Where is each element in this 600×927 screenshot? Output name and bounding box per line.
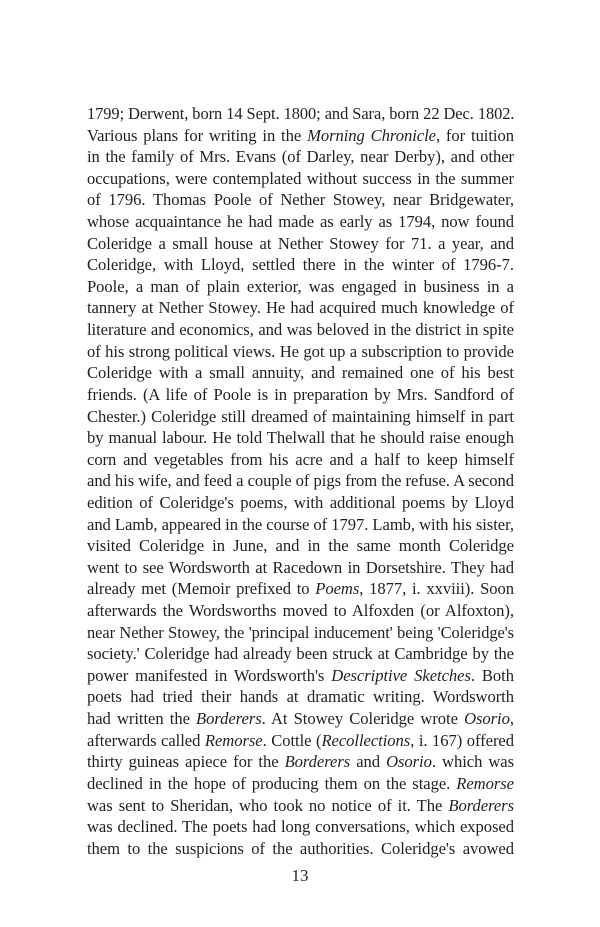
text-run: . Both xyxy=(470,665,514,685)
text-line xyxy=(87,492,514,514)
text-line xyxy=(87,557,514,579)
italic-title-text: Borderers xyxy=(448,795,514,815)
text-line xyxy=(87,341,514,363)
italic-title-text: Osorio xyxy=(386,752,432,772)
text-run: and xyxy=(350,752,387,772)
text-run: occupations, were contemplated without success in the summer xyxy=(87,168,514,188)
italic-title-text: Morning Chronicle xyxy=(307,125,436,145)
text-run: corn and vegetables from his acre and a half to keep himself xyxy=(87,449,514,469)
italic-title-text: Recollections xyxy=(321,730,411,750)
text-run: in the family of Mrs. Evans (of Darley, near Derby), and other xyxy=(87,147,514,167)
text-run: went to see Wordsworth at Racedown in Dorsetshire. They had xyxy=(87,557,514,577)
text-line xyxy=(87,276,514,298)
text-run: afterwards the Wordsworths moved to Alfoxden (or Alfoxton), xyxy=(87,601,514,621)
text-run: them to the suspicions of the authorities. Coleridge's avowed xyxy=(87,838,514,858)
text-line xyxy=(87,146,514,168)
text-run: , xyxy=(509,709,514,729)
text-run: . which was xyxy=(431,752,515,772)
text-line xyxy=(87,449,514,471)
text-run: society.' Coleridge had already been struck at Cambridge by the xyxy=(87,644,514,664)
text-run: friends. (A life of Poole is in preparation by Mrs. Sandford of xyxy=(87,384,514,404)
text-line xyxy=(87,773,514,795)
text-run: Coleridge, with Lloyd, settled there in the winter of 1796-7. xyxy=(87,255,514,275)
text-run: Various plans for writing in the xyxy=(87,125,308,145)
text-line xyxy=(87,708,514,730)
text-run: power manifested in Wordsworth's xyxy=(87,665,332,685)
text-run: was declined. The poets had long conversations, which exposed xyxy=(87,817,514,837)
text-line xyxy=(87,384,514,406)
text-run: edition of Coleridge's poems, with additional poems by Lloyd xyxy=(87,492,514,512)
text-run: of his strong political views. He got up a subscription to provide xyxy=(87,341,514,361)
text-line xyxy=(87,319,514,341)
text-run: already met (Memoir prefixed to xyxy=(87,579,316,599)
italic-title-text: Borderers xyxy=(284,752,351,772)
text-run: declined in the hope of producing them on the stage. xyxy=(87,773,457,793)
text-line xyxy=(87,643,514,665)
text-run: , i. 167) offered xyxy=(410,730,514,750)
text-line xyxy=(87,362,514,384)
text-line xyxy=(87,816,514,838)
text-run: by manual labour. He told Thelwall that he should raise enough xyxy=(87,428,514,448)
text-run: and Lamb, appeared in the course of 1797. Lamb, with his sister, xyxy=(87,514,514,534)
text-run: poets had tried their hands at dramatic writing. Wordsworth xyxy=(87,687,514,707)
text-run: , 1877, i. xxviii). Soon xyxy=(359,579,515,599)
text-line xyxy=(87,297,514,319)
text-run: had written the xyxy=(87,709,197,729)
text-line xyxy=(87,622,514,644)
text-line xyxy=(87,233,514,255)
text-line xyxy=(87,189,514,211)
page-number: 13 xyxy=(291,866,309,885)
text-run: visited Coleridge in June, and in the same month Coleridge xyxy=(87,536,514,556)
text-line xyxy=(87,535,514,557)
text-line xyxy=(87,125,514,147)
text-run: whose acquaintance he had made as early as 1794, now found xyxy=(87,212,514,232)
text-run: 1799; Derwent, born 14 Sept. 1800; and Sara, born 22 Dec. 1802. xyxy=(87,104,515,123)
text-run: Coleridge with a small annuity, and remained one of his best xyxy=(87,363,514,383)
italic-title-text: Poems xyxy=(315,579,360,599)
text-line xyxy=(87,254,514,276)
italic-title-text: Remorse xyxy=(204,730,263,750)
text-line xyxy=(87,427,514,449)
text-line xyxy=(87,665,514,687)
text-line xyxy=(87,751,514,773)
text-line xyxy=(87,838,514,860)
text-run: Chester.) Coleridge still dreamed of maintaining himself in part xyxy=(87,406,514,426)
text-line xyxy=(87,514,514,536)
italic-title-text: Remorse xyxy=(456,773,514,793)
text-line xyxy=(87,470,514,492)
text-run: literature and economics, and was beloved in the district in spite xyxy=(87,320,514,340)
text-line xyxy=(87,686,514,708)
text-run: of 1796. Thomas Poole of Nether Stowey, near Bridgewater, xyxy=(87,190,514,210)
text-run: was sent to Sheridan, who took no notice of it. The xyxy=(87,795,449,815)
text-run: tannery at Nether Stowey. He had acquired much knowledge of xyxy=(87,298,514,318)
italic-title-text: Osorio xyxy=(464,709,510,729)
text-run: afterwards called xyxy=(87,730,205,750)
text-run: near Nether Stowey, the 'principal inducement' being 'Coleridge's xyxy=(87,622,514,642)
text-line xyxy=(87,730,514,752)
body-text xyxy=(87,103,514,859)
text-line xyxy=(87,578,514,600)
text-line xyxy=(87,211,514,233)
text-line xyxy=(87,103,514,125)
italic-title-text: Descriptive Sketches xyxy=(331,665,471,685)
text-run: , for tuition xyxy=(435,125,514,145)
text-run: . Cottle ( xyxy=(262,730,322,750)
text-run: thirty guineas apiece for the xyxy=(87,752,285,772)
text-run: . At Stowey Coleridge wrote xyxy=(261,709,465,729)
text-run: Coleridge a small house at Nether Stowey for 71. a year, and xyxy=(87,233,514,253)
text-run: and his wife, and feed a couple of pigs from the refuse. A second xyxy=(87,471,514,491)
text-line xyxy=(87,168,514,190)
italic-title-text: Borderers xyxy=(196,709,262,729)
text-run: Poole, a man of plain exterior, was engaged in business in a xyxy=(87,276,514,296)
text-line xyxy=(87,406,514,428)
text-line xyxy=(87,600,514,622)
text-line xyxy=(87,795,514,817)
